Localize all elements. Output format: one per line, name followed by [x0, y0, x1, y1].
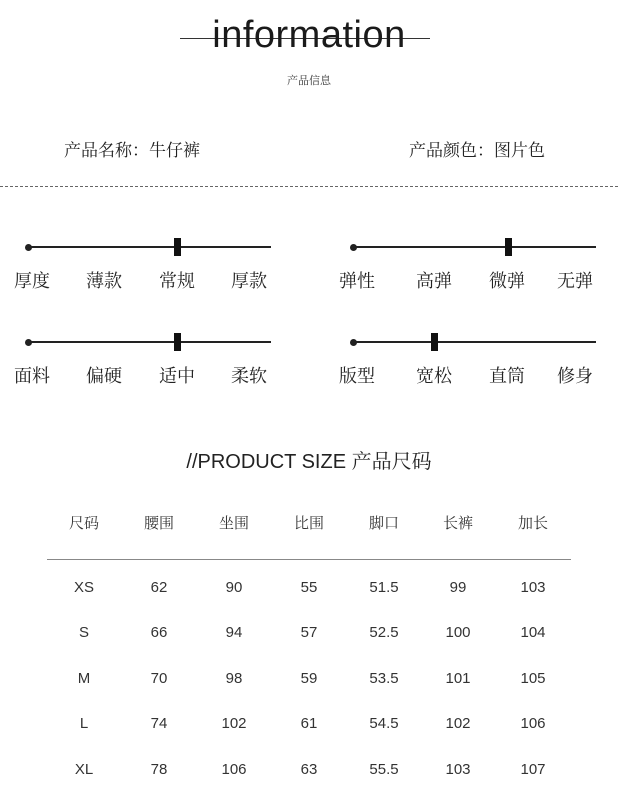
table-cell: XL — [74, 761, 94, 778]
scale-option: 柔软 — [231, 366, 267, 387]
table-cell: 54.5 — [369, 715, 399, 732]
scale-label: 面料 — [14, 366, 50, 387]
scale-line — [28, 341, 271, 343]
table-cell: L — [79, 715, 89, 732]
scale-option: 微弹 — [489, 271, 525, 292]
table-cell: 61 — [300, 715, 318, 732]
scale-selected-marker — [174, 238, 181, 256]
size-heading: //PRODUCT SIZE 产品尺码 — [186, 451, 432, 473]
scale-line — [28, 246, 271, 248]
scale-line — [353, 341, 596, 343]
scale-selected-marker — [505, 238, 512, 256]
table-cell: 102 — [221, 715, 247, 732]
product-name — [64, 136, 200, 161]
section-divider — [0, 186, 618, 187]
table-header-cell: 比围 — [293, 514, 324, 532]
table-cell: 55 — [300, 579, 318, 596]
page-subtitle: 产品信息 — [287, 74, 331, 87]
table-cell: 53.5 — [369, 670, 399, 687]
table-cell: 52.5 — [369, 624, 399, 641]
scale-option: 无弹 — [557, 271, 593, 292]
scale-label: 厚度 — [14, 271, 50, 292]
table-cell: 106 — [221, 761, 247, 778]
scale-line — [353, 246, 596, 248]
scale-start-dot — [350, 339, 357, 346]
table-header-cell: 尺码 — [68, 514, 99, 532]
table-cell: 66 — [150, 624, 168, 641]
table-cell: 103 — [520, 579, 546, 596]
table-cell: 99 — [449, 579, 467, 596]
product-name-label: 产品名称： — [64, 141, 149, 161]
table-cell: 57 — [300, 624, 318, 641]
table-cell: 101 — [445, 670, 471, 687]
table-header-rule — [47, 559, 571, 560]
scale-option: 厚款 — [231, 271, 267, 292]
table-cell: M — [77, 670, 91, 687]
table-cell: 62 — [150, 579, 168, 596]
table-cell: 98 — [225, 670, 243, 687]
table-header-cell: 脚口 — [368, 514, 399, 532]
scale-label: 版型 — [339, 366, 375, 387]
table-cell: 102 — [445, 715, 471, 732]
scale-option: 高弹 — [416, 271, 452, 292]
table-cell: 63 — [300, 761, 318, 778]
table-cell: 90 — [225, 579, 243, 596]
table-cell: XS — [73, 579, 94, 596]
table-header-cell: 长裤 — [442, 514, 473, 532]
product-color — [409, 136, 545, 161]
product-name-value: 牛仔裤 — [149, 141, 200, 161]
table-cell: 106 — [520, 715, 546, 732]
scale-selected-marker — [174, 333, 181, 351]
table-header-cell: 加长 — [517, 514, 548, 532]
table-header-cell: 坐围 — [218, 514, 249, 532]
table-cell: 70 — [150, 670, 168, 687]
table-cell: S — [78, 624, 89, 641]
table-cell: 59 — [300, 670, 318, 687]
scale-start-dot — [350, 244, 357, 251]
table-cell: 107 — [520, 761, 546, 778]
page-title: information — [212, 14, 406, 56]
scale-label: 弹性 — [339, 271, 375, 292]
table-cell: 74 — [150, 715, 168, 732]
scale-option: 薄款 — [86, 271, 122, 292]
table-cell: 94 — [225, 624, 243, 641]
table-cell: 100 — [445, 624, 471, 641]
scale-option: 修身 — [557, 366, 593, 387]
scale-option: 直筒 — [489, 366, 525, 387]
scale-option: 适中 — [159, 366, 195, 387]
scale-start-dot — [25, 244, 32, 251]
scale-option: 常规 — [159, 271, 195, 292]
table-header-cell: 腰围 — [143, 514, 174, 532]
product-color-value: 图片色 — [494, 141, 545, 161]
table-cell: 103 — [445, 761, 471, 778]
scale-option: 宽松 — [416, 366, 452, 387]
table-cell: 55.5 — [369, 761, 399, 778]
table-cell: 78 — [150, 761, 168, 778]
scale-option: 偏硬 — [86, 366, 122, 387]
table-cell: 104 — [520, 624, 546, 641]
scale-start-dot — [25, 339, 32, 346]
table-cell: 51.5 — [369, 579, 399, 596]
table-cell: 105 — [520, 670, 546, 687]
scale-selected-marker — [431, 333, 438, 351]
product-color-label: 产品颜色： — [409, 141, 494, 161]
